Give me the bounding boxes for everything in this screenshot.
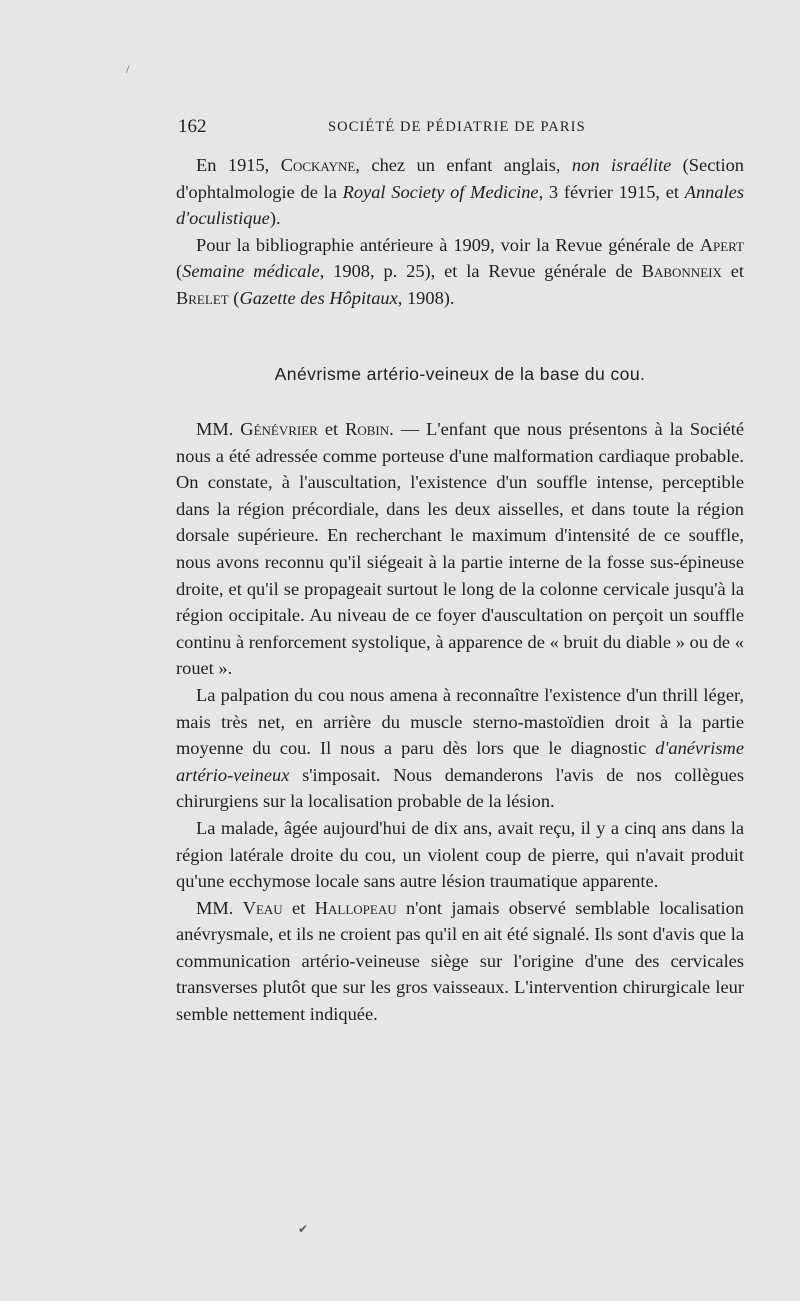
- article-title: Anévrisme artério-veineux de la base du cou.: [274, 364, 646, 384]
- author-name: Cockayne: [280, 155, 356, 175]
- author-name: Veau: [242, 897, 283, 918]
- intro-notes: [176, 152, 744, 312]
- author-name: Génévrier: [240, 419, 318, 439]
- scan-mark: ✔: [298, 1222, 309, 1236]
- paragraph: La palpation du cou nous amena à reconnaître l'existence d'un thrill léger, mais très net, en arrière du muscle sterno-mastoïdien droit à la partie moyenne du cou. Il nous a paru dès lors que le diagnostic d'anévrisme artério-veineux s'imposait. Nous demanderons l'avis de nos collègues chirurgiens sur la localisation probable de la lésion.: [176, 684, 744, 812]
- author-name: Apert: [699, 234, 744, 255]
- paragraph: La malade, âgée aujourd'hui de dix ans, avait reçu, il y a cinq ans dans la région latérale droite du cou, un violent coup de pierre, qui n'avait produit qu'une ecchymose locale sans autre lésion traumatique apparente.: [176, 817, 744, 892]
- page-number: 162: [178, 116, 207, 137]
- author-name: Robin: [345, 419, 390, 439]
- author-name: Babonneix: [641, 261, 722, 282]
- article-body: [176, 416, 744, 1028]
- running-title: SOCIÉTÉ DE PÉDIATRIE DE PARIS: [328, 119, 586, 135]
- paragraph: MM. Veau et Hallopeau n'ont jamais observé semblable localisation anévrysmale, et ils ne croient pas qu'il en ait été signalé. Ils sont d'avis que la communication artério-veineuse siège sur l'origine d'une des cervicales transverses plutôt que sur les gros vaisseaux. L'intervention chirurgicale leur semble nettement indiquée.: [176, 897, 744, 1025]
- paragraph: Pour la bibliographie antérieure à 1909, voir la Revue générale de Apert (Semaine médicale, 1908, p. 25), et la Revue générale de Babonneix et Brelet (Gazette des Hôpitaux, 1908).: [176, 234, 745, 308]
- paragraph: En 1915, Cockayne, chez un enfant anglais, non israélite (Section d'ophtalmologie de la Royal Society of Medicine, 3 février 1915, et Annales d'oculistique).: [176, 155, 744, 229]
- paragraph: MM. Génévrier et Robin. — L'enfant que nous présentons à la Société nous a été adressée comme porteuse d'une malformation cardiaque probable. On constate, à l'auscultation, l'existence d'un souffle intense, perceptible dans la région précordiale, dans les deux aisselles, et dans toute la région dorsale supérieure. En recherchant le maximum d'intensité de ce souffle, nous avons reconnu qu'il siégeait à la partie interne de la fosse sus-épineuse droite, et qu'il se propageait surtout le long de la colonne cervicale jusqu'à la région occipitale. Au niveau de ce foyer d'auscultation on perçoit un souffle continu à renforcement systolique, à apparence de « bruit du diable » ou de « rouet ».: [176, 419, 745, 679]
- author-name: Hallopeau: [314, 897, 397, 918]
- scan-mark: /: [126, 62, 130, 76]
- author-name: Brelet: [176, 287, 229, 308]
- running-header: [178, 116, 740, 142]
